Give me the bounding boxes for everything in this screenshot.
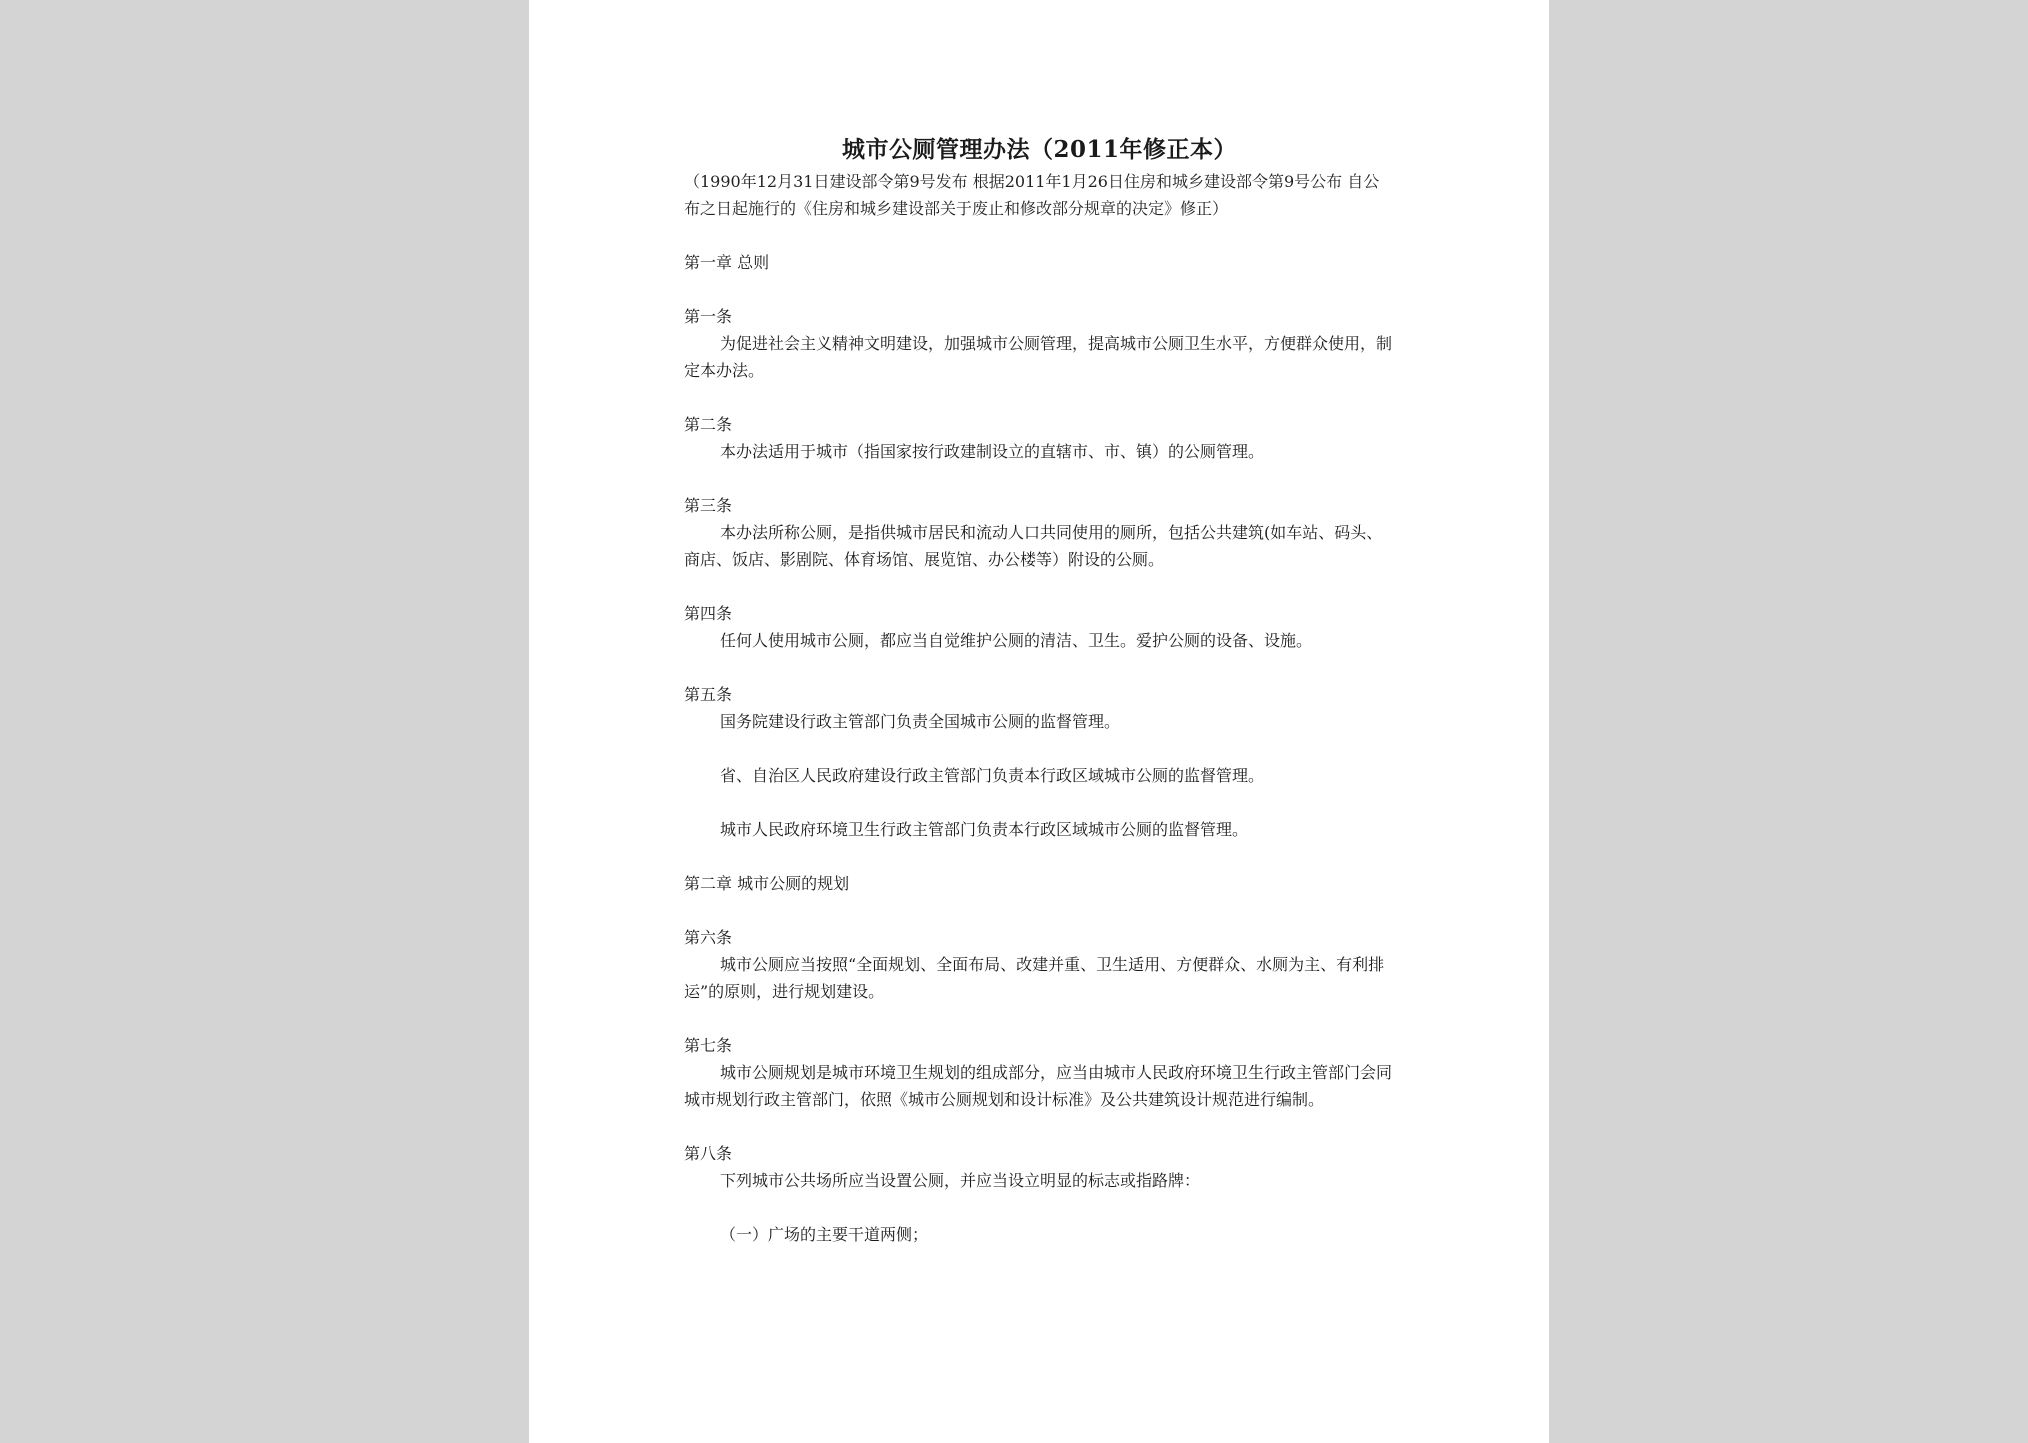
chapter-heading: 第二章 城市公厕的规划 [684, 874, 850, 893]
article-heading: 第七条 [684, 1036, 733, 1055]
article-heading: 第六条 [684, 928, 733, 947]
article-heading: 第四条 [684, 604, 733, 623]
article-heading: 第一条 [684, 307, 733, 326]
document-title: 城市公厕管理办法（2011年修正本） [841, 136, 1237, 163]
article-paragraph: 城市公厕规划是城市环境卫生规划的组成部分，应当由城市人民政府环境卫生行政主管部门会同城市规划行政主管部门，依照《城市公厕规划和设计标准》及公共建筑设计规范进行编制。 [684, 1063, 1393, 1109]
chapter-heading: 第一章 总则 [684, 253, 770, 272]
article-paragraph: 下列城市公共场所应当设置公厕，并应当设立明显的标志或指路牌： [720, 1171, 1201, 1190]
document-page [529, 0, 1549, 1443]
article-paragraph: 本办法适用于城市（指国家按行政建制设立的直辖市、市、镇）的公厕管理。 [720, 442, 1265, 461]
article-paragraph: 为促进社会主义精神文明建设，加强城市公厕管理，提高城市公厕卫生水平，方便群众使用，制定本办法。 [684, 334, 1393, 380]
article-paragraph: 本办法所称公厕，是指供城市居民和流动人口共同使用的厕所，包括公共建筑(如车站、码头、商店、饭店、影剧院、体育场馆、展览馆、办公楼等）附设的公厕。 [684, 523, 1383, 569]
article-heading: 第三条 [684, 496, 733, 515]
article-heading: 第八条 [684, 1144, 733, 1163]
article-paragraph: 城市公厕应当按照“全面规划、全面布局、改建并重、卫生适用、方便群众、水厕为主、有利排运”的原则，进行规划建设。 [684, 955, 1385, 1001]
article-paragraph: 国务院建设行政主管部门负责全国城市公厕的监督管理。 [720, 712, 1121, 731]
article-heading: 第五条 [684, 685, 733, 704]
document-source-note: （1990年12月31日建设部令第9号发布 根据2011年1月26日住房和城乡建设部令第9号公布 自公布之日起施行的《住房和城乡建设部关于废止和修改部分规章的决定》修正） [684, 172, 1380, 218]
article-paragraph: 任何人使用城市公厕，都应当自觉维护公厕的清洁、卫生。爱护公厕的设备、设施。 [720, 631, 1313, 650]
article-paragraph: 城市人民政府环境卫生行政主管部门负责本行政区域城市公厕的监督管理。 [720, 820, 1249, 839]
article-heading: 第二条 [684, 415, 733, 434]
list-item: （一）广场的主要干道两侧； [720, 1225, 929, 1244]
article-paragraph: 省、自治区人民政府建设行政主管部门负责本行政区域城市公厕的监督管理。 [720, 766, 1265, 785]
